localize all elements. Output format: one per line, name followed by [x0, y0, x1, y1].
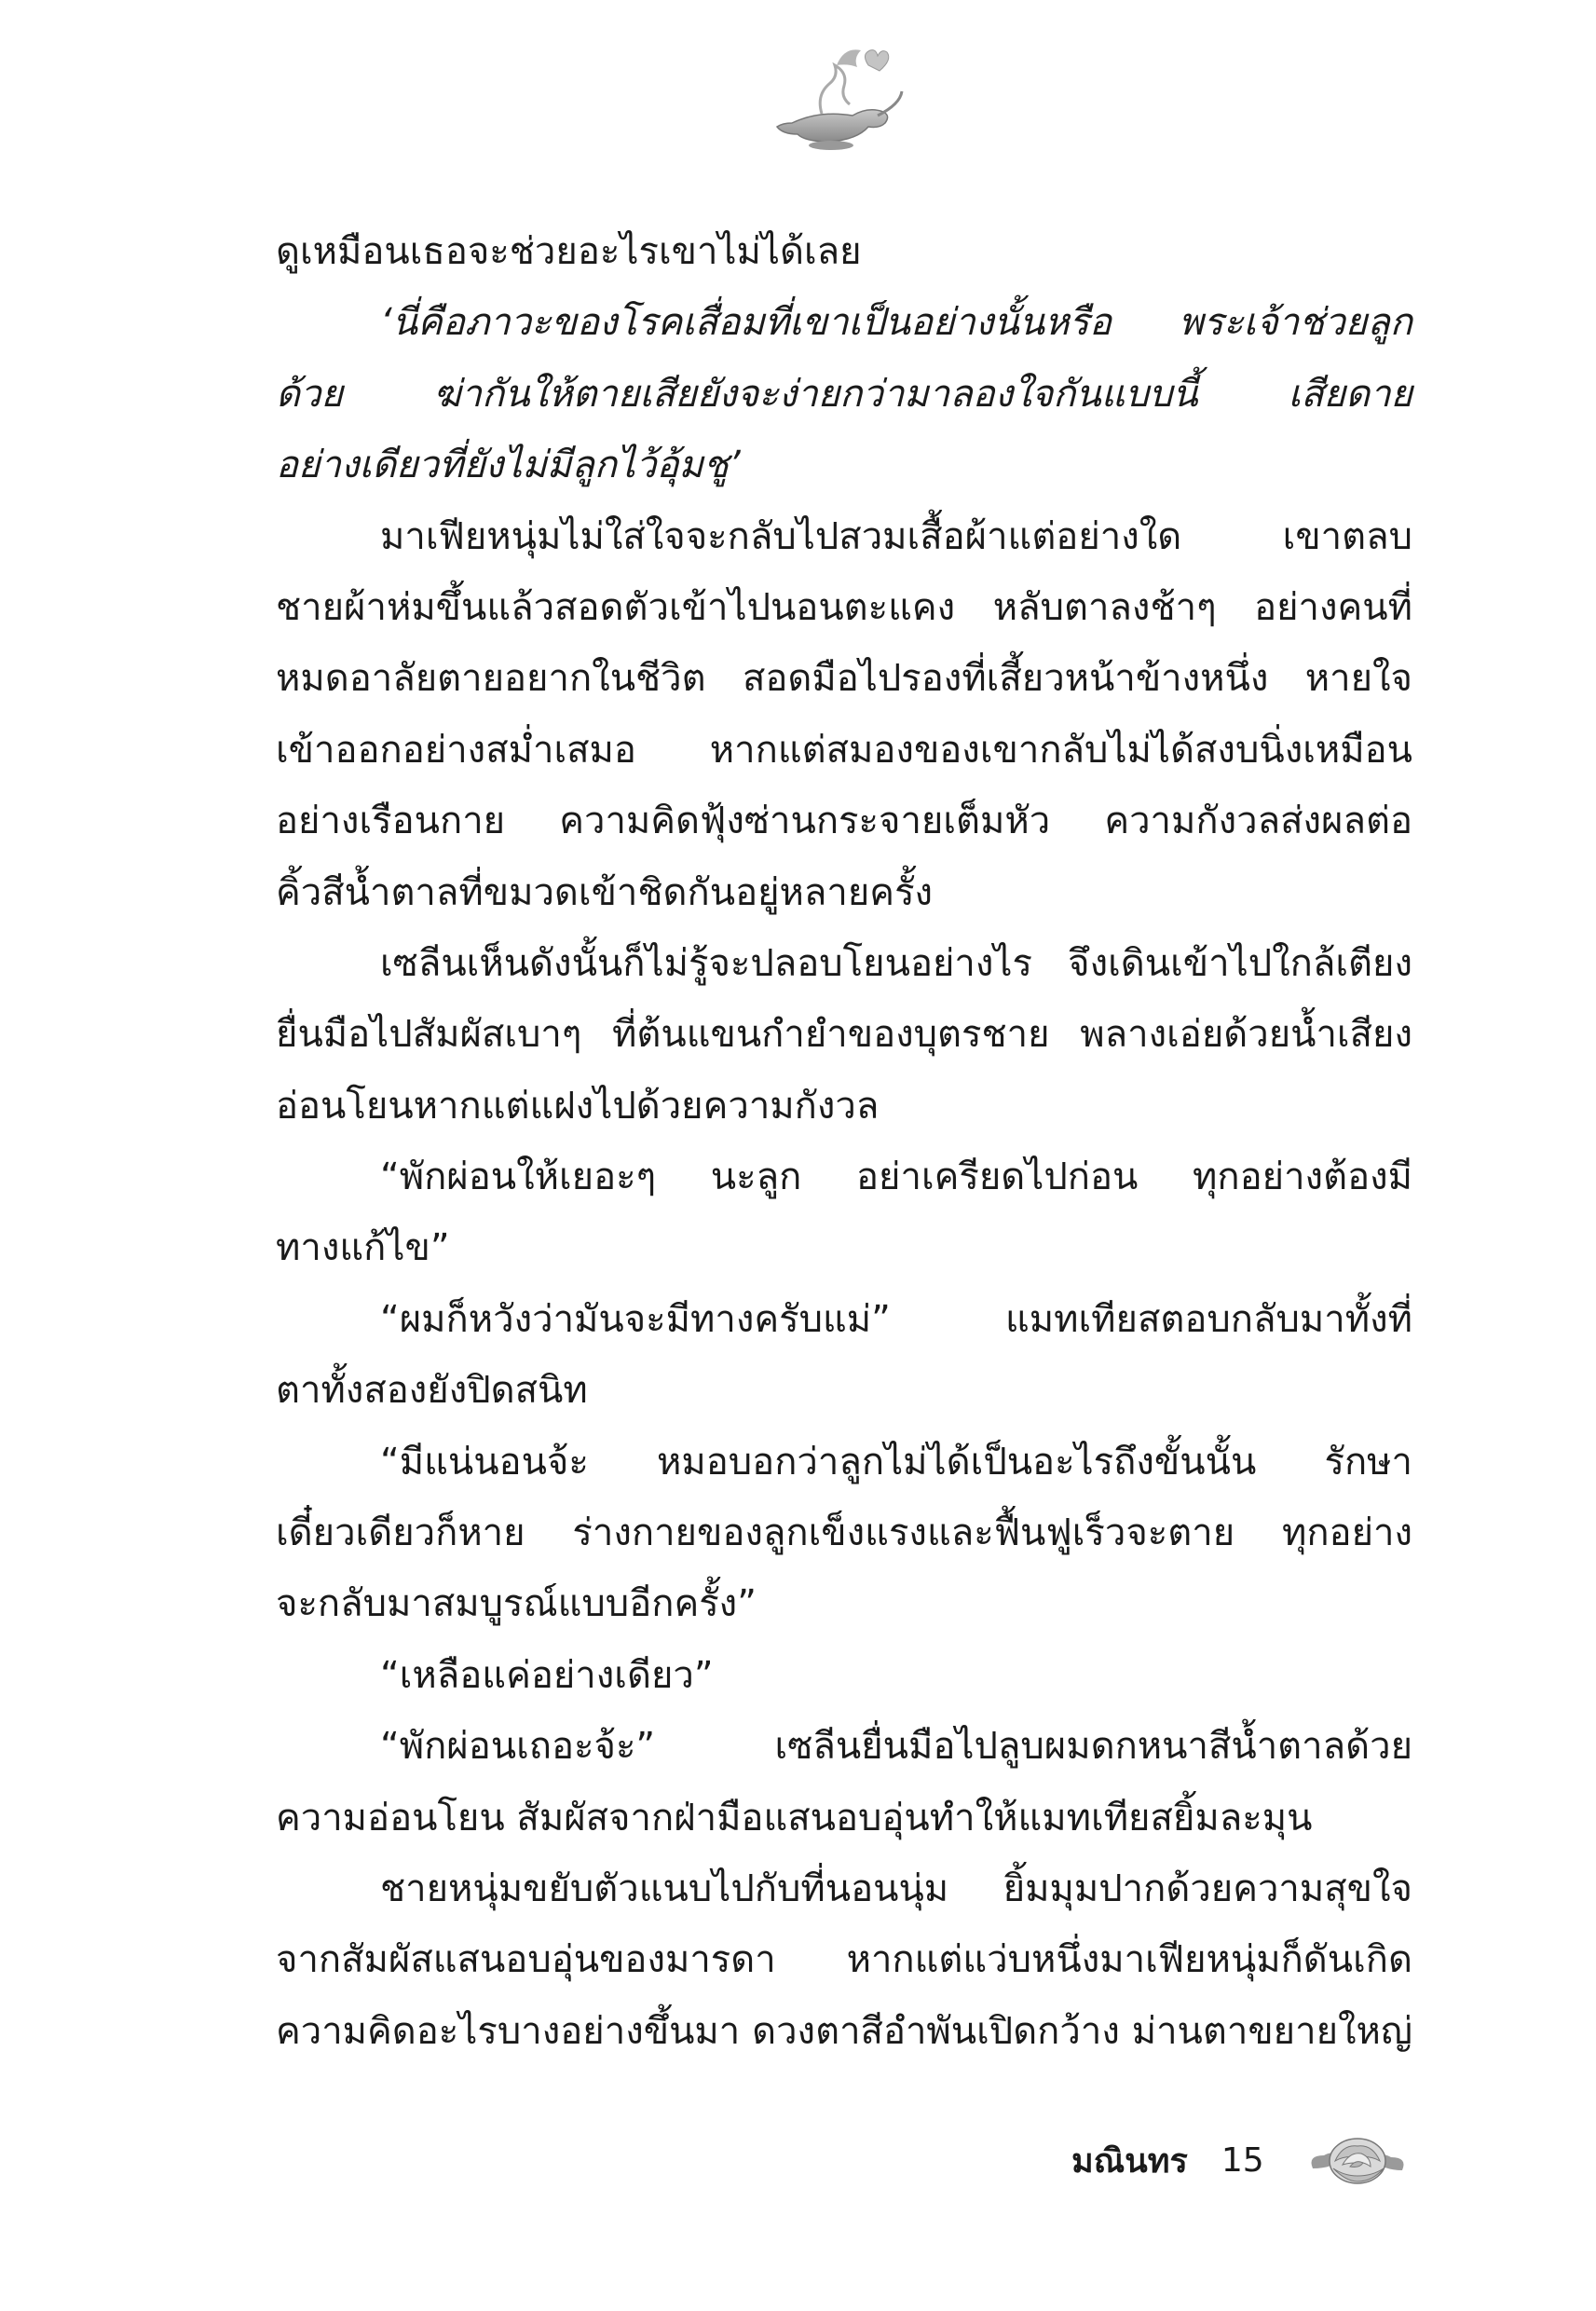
genie-lamp-icon: [764, 37, 913, 158]
paragraph-line: “พักผ่อนให้เยอะๆ นะลูก อย่าเครียดไปก่อน ทุกอย่างต้องมี: [380, 1156, 1412, 1199]
paragraph-line: อย่างเรือนกาย ความคิดฟุ้งซ่านกระจายเต็มหัว ความกังวลส่งผลต่อ: [276, 800, 1412, 843]
paragraph-line: ‘นี่คือภาวะของโรคเสื่อมที่เขาเป็นอย่างนั้นหรือ พระเจ้าช่วยลูก: [380, 301, 1412, 345]
paragraph-line: ทางแก้ไข”: [276, 1226, 450, 1270]
paragraph-line: ดูเหมือนเธอจะช่วยอะไรเขาไม่ได้เลย: [276, 230, 862, 273]
paragraph-line: ยื่นมือไปสัมผัสเบาๆ ที่ต้นแขนกำยำของบุตรชาย พลางเอ่ยด้วยน้ำเสียง: [276, 1013, 1412, 1057]
page-body: [276, 216, 1412, 2067]
paragraph-line: “ผมก็หวังว่ามันจะมีทางครับแม่” แมทเทียสตอบกลับมาทั้งที่: [380, 1297, 1412, 1341]
paragraph-line: เซลีนเห็นดังนั้นก็ไม่รู้จะปลอบโยนอย่างไร จึงเดินเข้าไปใกล้เตียง: [380, 941, 1412, 985]
paragraph-line: มาเฟียหนุ่มไม่ใส่ใจจะกลับไปสวมเสื้อผ้าแต่อย่างใด เขาตลบ: [380, 514, 1412, 558]
page-footer: [1071, 2132, 1410, 2188]
paragraph-line: ด้วย ฆ่ากันให้ตายเสียยังจะง่ายกว่ามาลองใจกันแบบนี้ เสียดาย: [276, 372, 1412, 416]
paragraph-line: “เหลือแค่อย่างเดียว”: [380, 1653, 714, 1697]
paragraph-line: ชายผ้าห่มขึ้นแล้วสอดตัวเข้าไปนอนตะแคง หลับตาลงช้าๆ อย่างคนที่: [276, 585, 1412, 629]
paragraph-line: เข้าออกอย่างสม่ำเสมอ หากแต่สมองของเขากลับไม่ได้สงบนิ่งเหมือน: [276, 728, 1412, 772]
paragraph-line: ตาทั้งสองยังปิดสนิท: [276, 1369, 588, 1413]
paragraph-line: อ่อนโยนหากแต่แฝงไปด้วยความกังวล: [276, 1084, 880, 1128]
rose-icon: [1305, 2127, 1410, 2193]
paragraph-line: ความคิดอะไรบางอย่างขึ้นมา ดวงตาสีอำพันเปิดกว้าง ม่านตาขยายใหญ่: [276, 2009, 1412, 2053]
paragraph-line: หมดอาลัยตายอยากในชีวิต สอดมือไปรองที่เสี้ยวหน้าข้างหนึ่ง หายใจ: [276, 657, 1412, 701]
paragraph-line: จะกลับมาสมบูรณ์แบบอีกครั้ง”: [276, 1582, 757, 1626]
paragraph-line: คิ้วสีน้ำตาลที่ขมวดเข้าชิดกันอยู่หลายครั้ง: [276, 870, 934, 914]
paragraph-line: เดี๋ยวเดียวก็หาย ร่างกายของลูกเข็งแรงและฟื้นฟูเร็วจะตาย ทุกอย่าง: [276, 1511, 1412, 1555]
paragraph-line: “มีแน่นอนจ้ะ หมอบอกว่าลูกไม่ได้เป็นอะไรถึงขั้นนั้น รักษา: [380, 1440, 1412, 1484]
paragraph-line: จากสัมผัสแสนอบอุ่นของมารดา หากแต่แว่บหนึ่งมาเฟียหนุ่มก็ดันเกิด: [276, 1938, 1412, 1982]
paragraph-line: ชายหนุ่มขยับตัวแนบไปกับที่นอนนุ่ม ยิ้มมุมปากด้วยความสุขใจ: [380, 1867, 1412, 1910]
paragraph-line: ความอ่อนโยน สัมผัสจากฝ่ามือแสนอบอุ่นทำให้แมทเทียสยิ้มละมุน: [276, 1796, 1313, 1839]
paragraph-line: อย่างเดียวที่ยังไม่มีลูกไว้อุ้มชู’: [276, 444, 741, 487]
author-name: มณินทร: [1071, 2141, 1188, 2181]
page-number: 15: [1221, 2140, 1264, 2180]
paragraph-line: “พักผ่อนเถอะจ้ะ” เซลีนยื่นมือไปลูบผมดกหนาสีน้ำตาลด้วย: [380, 1725, 1412, 1769]
